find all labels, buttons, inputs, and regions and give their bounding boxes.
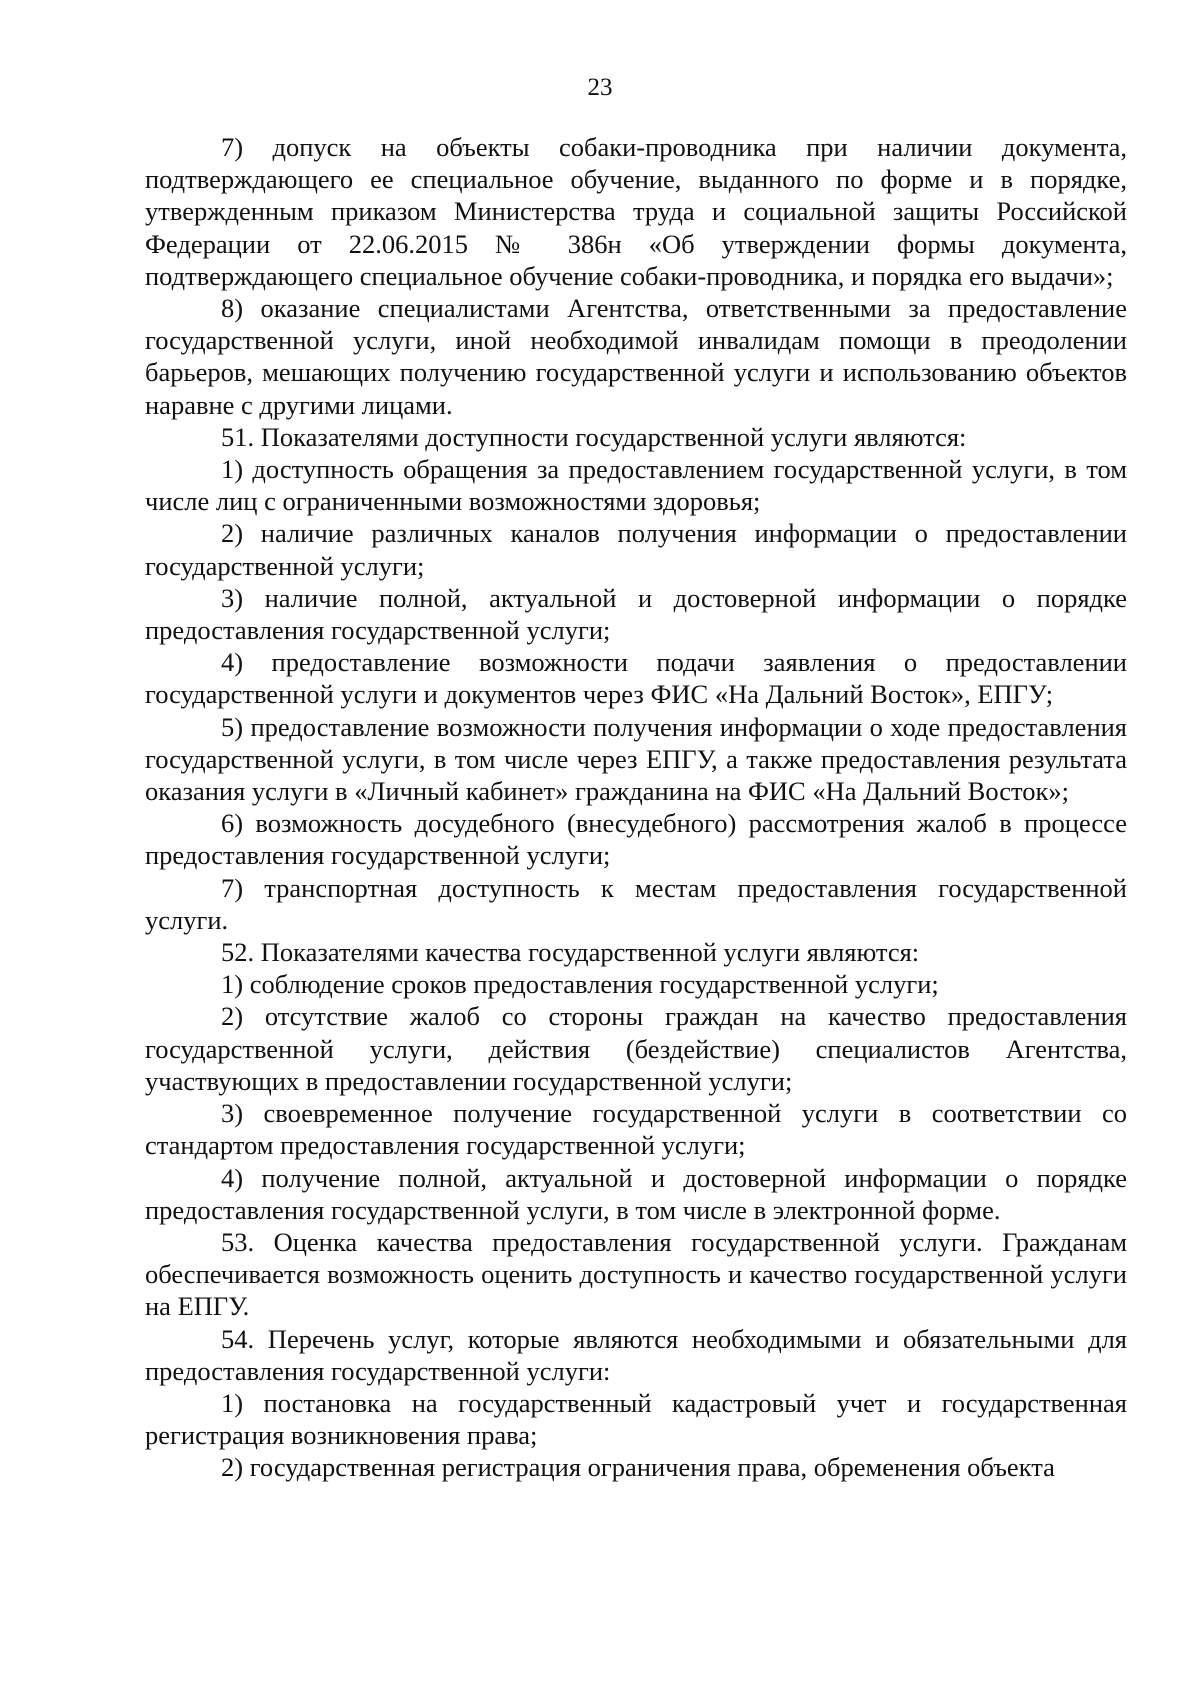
paragraph-54-item-1: 1) постановка на государственный кадастровый учет и государственная регистрация возникновения права; bbox=[145, 1387, 1127, 1451]
paragraph-52-item-2: 2) отсутствие жалоб со стороны граждан на качество предоставления государственной услуги, действия (бездействие) специалистов Агентства, участвующих в предоставлении государственной услуги; bbox=[145, 1001, 1127, 1096]
paragraph-item-7-guide-dog: 7) допуск на объекты собаки-проводника при наличии документа, подтверждающего ее специальное обучение, выданного по форме и в порядке, утвержденным приказом Министерства труда и социальной защиты Российской Федерации от 22.06.2015 № 386н «Об утверждении формы документа, подтверждающего специальное обучение собаки-проводника, и порядка его выдачи»; bbox=[145, 132, 1127, 291]
paragraph-51-item-3: 3) наличие полной, актуальной и достоверной информации о порядке предоставления государственной услуги; bbox=[145, 582, 1127, 646]
paragraph-51-item-2: 2) наличие различных каналов получения информации о предоставлении государственной услуги; bbox=[145, 518, 1127, 581]
paragraph-54-heading: 54. Перечень услуг, которые являются необходимыми и обязательными для предоставления государственной услуги: bbox=[145, 1323, 1127, 1386]
paragraph-51-heading: 51. Показателями доступности государственной услуги являются: bbox=[221, 421, 967, 452]
paragraph-52-item-1: 1) соблюдение сроков предоставления государственной услуги; bbox=[221, 969, 939, 1000]
paragraph-51-item-7: 7) транспортная доступность к местам предоставления государственной услуги. bbox=[145, 872, 1127, 935]
paragraph-52-heading: 52. Показателями качества государственной услуги являются: bbox=[221, 937, 920, 968]
paragraph-52-item-4: 4) получение полной, актуальной и достоверной информации о порядке предоставления государственной услуги, в том числе в электронной форме. bbox=[145, 1162, 1127, 1225]
paragraph-51-item-5: 5) предоставление возможности получения информации о ходе предоставления государственной услуги, в том числе через ЕПГУ, а также предоставления результата оказания услуги в «Личный кабинет» гражданина на ФИС «На Дальний Восток»; bbox=[145, 711, 1127, 807]
paragraph-53: 53. Оценка качества предоставления государственной услуги. Гражданам обеспечивается возможность оценить доступность и качество государственной услуги на ЕПГУ. bbox=[145, 1226, 1127, 1322]
paragraph-51-item-1: 1) доступность обращения за предоставлением государственной услуги, в том числе лиц с ограниченными возможностями здоровья; bbox=[145, 454, 1127, 517]
paragraph-51-item-4: 4) предоставление возможности подачи заявления о предоставлении государственной услуги и документов через ФИС «На Дальний Восток», ЕПГУ; bbox=[145, 647, 1127, 710]
paragraph-54-item-2: 2) государственная регистрация ограничения права, обременения объекта bbox=[221, 1452, 1055, 1483]
page-number: 23 bbox=[587, 74, 613, 101]
paragraph-item-8-assistance: 8) оказание специалистами Агентства, ответственными за предоставление государственной услуги, иной необходимой инвалидам помощи в преодолении барьеров, мешающих получению государственной услуги и использованию объектов наравне с другими лицами. bbox=[145, 293, 1127, 420]
paragraph-51-item-6: 6) возможность досудебного (внесудебного) рассмотрения жалоб в процессе предоставления государственной услуги; bbox=[145, 808, 1127, 871]
paragraph-52-item-3: 3) своевременное получение государственной услуги в соответствии со стандартом предоставления государственной услуги; bbox=[145, 1098, 1127, 1161]
document-body bbox=[145, 131, 1127, 1484]
